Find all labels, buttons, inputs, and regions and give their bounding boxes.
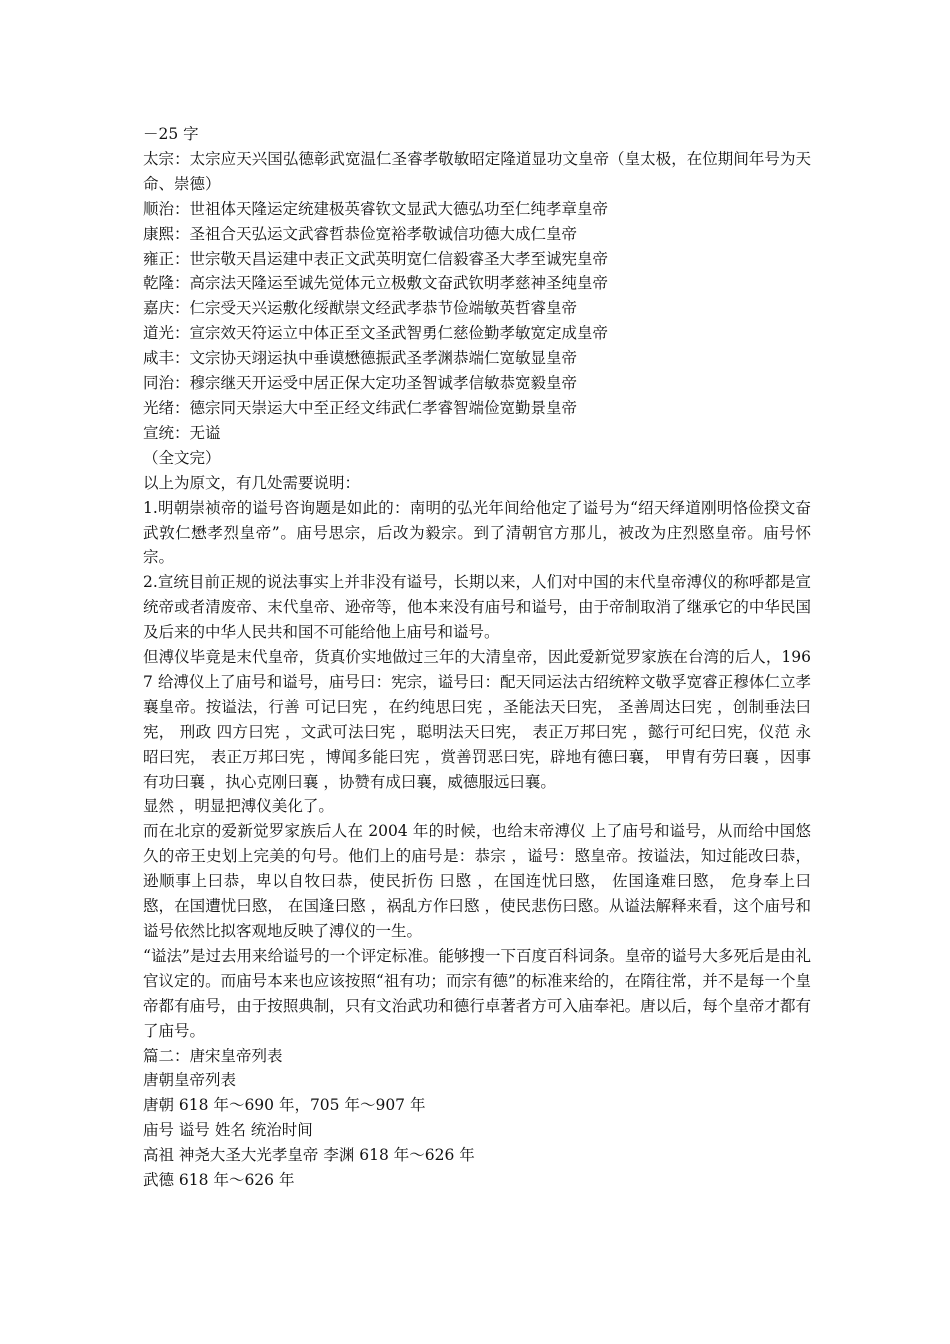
text-line: 唐朝皇帝列表 bbox=[143, 1071, 237, 1090]
text-paragraph: 2.宣统目前正规的说法事实上并非没有谥号，长期以来，人们对中国的末代皇帝溥仪的称呼都是宣统帝或者清废帝、末代皇帝、逊帝等，他本来没有庙号和谥号，由于帝制取消了继承它的中华民国及后来的中华人民共和国不可能给他上庙号和谥号。 bbox=[143, 573, 811, 642]
text-line: 咸丰：文宗协天翊运执中垂谟懋德振武圣孝渊恭端仁宽敏显皇帝 bbox=[143, 349, 578, 368]
text-line: 唐朝 618 年～690 年，705 年～907 年 bbox=[143, 1096, 426, 1115]
text-line: －25 字 bbox=[143, 125, 199, 143]
text-paragraph: 太宗：太宗应天兴国弘德彰武宽温仁圣睿孝敬敏昭定隆道显功文皇帝（皇太极，在位期间年号为天命、崇德） bbox=[143, 149, 811, 193]
text-line: 嘉庆：仁宗受天兴运敷化绥猷崇文经武孝恭节俭端敏英哲睿皇帝 bbox=[143, 299, 578, 318]
text-line: 康熙：圣祖合天弘运文武睿哲恭俭宽裕孝敬诚信功德大成仁皇帝 bbox=[143, 224, 578, 243]
text-line: 武德 618 年～626 年 bbox=[143, 1171, 295, 1190]
text-line: 以上为原文，有几处需要说明： bbox=[143, 473, 361, 492]
text-line: 高祖 神尧大圣大光孝皇帝 李渊 618 年～626 年 bbox=[143, 1146, 475, 1165]
text-paragraph: 但溥仪毕竟是末代皇帝，货真价实地做过三年的大清皇帝，因此爱新觉罗家族在台湾的后人，1967 给溥仪上了庙号和谥号，庙号曰：宪宗，谥号曰：配天同运法古绍统粹文敬孚宽睿正穆体仁立孝襄皇帝。按谥法，行善 可记曰宪 ，在约纯思曰宪 ，圣能法天曰宪， 圣善周达曰宪 ，创制垂法曰宪， 刑政 四方曰宪 ，文武可法曰宪 ，聪明法天曰宪， 表正万邦曰宪 ，懿行可纪曰宪，仪范 永昭曰宪， 表正万邦曰宪 ，博闻多能曰宪 ，赏善罚恶曰宪，辟地有德曰襄， 甲胄有劳曰襄 ，因事有功曰襄 ，执心克刚曰襄 ，协赞有成曰襄，威德服远曰襄。 bbox=[143, 648, 811, 791]
text-paragraph: 1.明朝崇祯帝的谥号咨询题是如此的：南明的弘光年间给他定了谥号为“绍天绎道刚明恪俭揆文奋武敦仁懋孝烈皇帝”。庙号思宗，后改为毅宗。到了清朝官方那儿，被改为庄烈愍皇帝。庙号怀宗。 bbox=[143, 498, 811, 567]
text-line: 顺治：世祖体天隆运定统建极英睿钦文显武大德弘功至仁纯孝章皇帝 bbox=[143, 199, 609, 218]
text-paragraph: 而在北京的爱新觉罗家族后人在 2004 年的时候，也给末帝溥仪 上了庙号和谥号，从而给中国悠久的帝王史划上完美的句号。他们上的庙号是：恭宗 ，谥号：愍皇帝。按谥法，知过能改曰恭，逊顺事上曰恭，卑以自牧曰恭，使民折伤 曰愍 ，在国连忧曰愍， 佐国逢难曰愍， 危身奉上曰愍，在国遭忧曰愍， 在国逢曰愍 ，祸乱方作曰愍 ，使民悲伤曰愍。从谥法解释来看，这个庙号和谥号依然比拟客观地反映了溥仪的一生。 bbox=[143, 822, 811, 940]
text-line: 道光：宣宗效天符运立中体正至文圣武智勇仁慈俭勤孝敏宽定成皇帝 bbox=[143, 324, 609, 343]
document-page bbox=[143, 122, 811, 1193]
section-heading: 篇二：唐宋皇帝列表 bbox=[143, 1046, 283, 1065]
text-line: 光绪：德宗同天崇运大中至正经文纬武仁孝睿智端俭宽勤景皇帝 bbox=[143, 398, 578, 417]
text-line: 乾隆：高宗法天隆运至诚先觉体元立极敷文奋武钦明孝慈神圣纯皇帝 bbox=[143, 274, 609, 293]
text-line: 雍正：世宗敬天昌运建中表正文武英明宽仁信毅睿圣大孝至诚宪皇帝 bbox=[143, 249, 609, 268]
text-line: 同治：穆宗继天开运受中居正保大定功圣智诚孝信敏恭宽毅皇帝 bbox=[143, 374, 578, 393]
text-paragraph: “谥法”是过去用来给谥号的一个评定标准。能够搜一下百度百科词条。皇帝的谥号大多死后是由礼官议定的。而庙号本来也应该按照“祖有功；而宗有德”的标准来给的，在隋往常，并不是每一个皇帝都有庙号，由于按照典制，只有文治武功和德行卓著者方可入庙奉祀。唐以后，每个皇帝才都有了庙号。 bbox=[143, 946, 811, 1040]
text-line: （全文完） bbox=[143, 448, 221, 467]
text-line: 宣统：无谥 bbox=[143, 423, 221, 442]
text-line: 显然 ，明显把溥仪美化了。 bbox=[143, 797, 334, 816]
text-line: 庙号 谥号 姓名 统治时间 bbox=[143, 1121, 313, 1140]
